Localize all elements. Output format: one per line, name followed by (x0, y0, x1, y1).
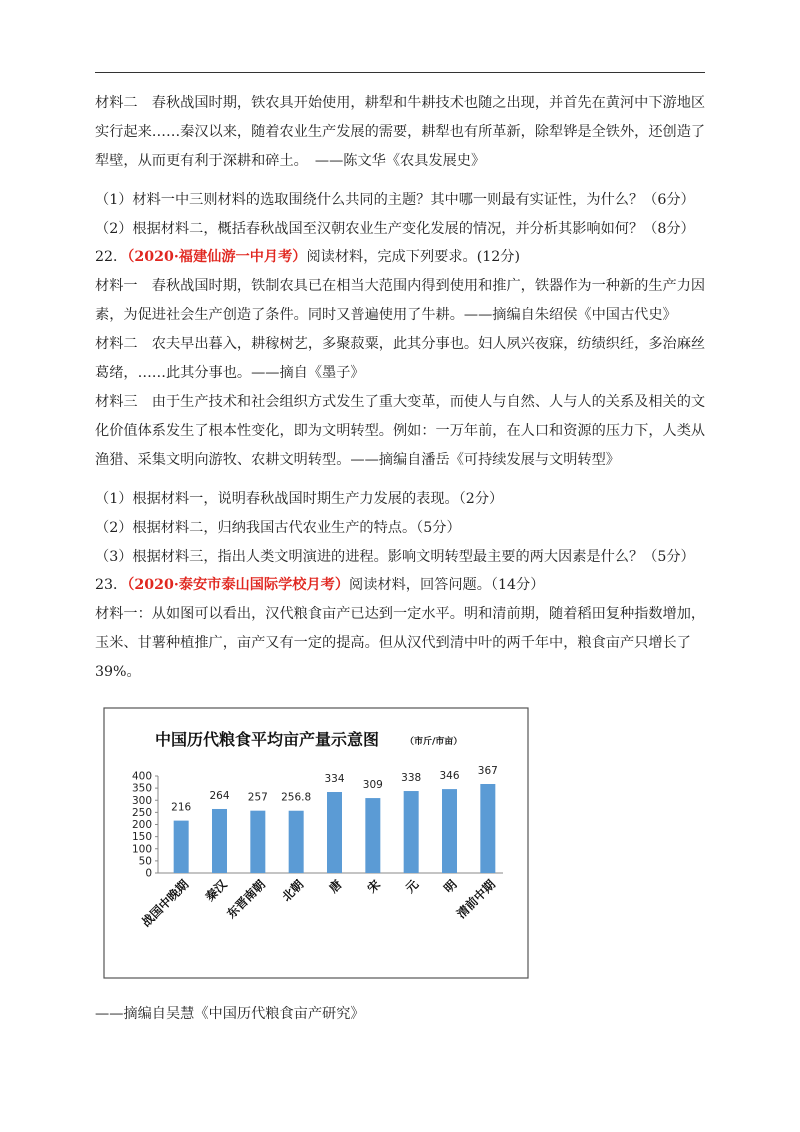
bar-value-label: 256.8 (281, 791, 312, 804)
text-line (95, 450, 620, 470)
bar (365, 798, 380, 873)
x-category-label: 唐 (326, 877, 345, 896)
text-line (95, 122, 705, 142)
line-text: 材料二 农夫早出暮入，耕稼树艺，多聚菽粟，此其分事也。妇人夙兴夜寐，纺绩织纴，多治麻丝 (95, 336, 706, 352)
text-line (95, 93, 705, 113)
text-line (95, 392, 705, 412)
text-line (95, 662, 141, 682)
line-text: 犁壁，从而更有利于深耕和碎土。 ——陈文华《农具发展史》 (95, 153, 486, 169)
text-line (95, 489, 503, 509)
x-category-label: 明 (441, 877, 460, 896)
bar (442, 789, 457, 873)
y-tick-label: 0 (145, 867, 152, 880)
line-text: 渔猎、采集文明向游牧、农耕文明转型。——摘编自潘岳《可持续发展与文明转型》 (95, 452, 620, 468)
bar (212, 809, 227, 873)
line-text: 材料一 春秋战国时期，铁制农具已在相当大范围内得到使用和推广，铁器作为一种新的生产力因 (95, 278, 706, 294)
bar-value-label: 257 (247, 791, 268, 804)
y-tick-label: 350 (131, 782, 152, 795)
x-category-label: 战国中晚期 (138, 877, 192, 930)
x-category-label: 秦汉 (202, 877, 230, 905)
chart-source: ——摘编自吴慧《中国历代粮食亩产研究》 (95, 1006, 365, 1022)
question-number: 22． (95, 249, 128, 265)
chart-title: 中国历代粮食平均亩产量示意图 (155, 730, 380, 749)
text-line (95, 247, 520, 267)
line-text: 素，为促进社会生产创造了条件。同时又普遍使用了牛耕。——摘编自朱绍侯《中国古代史》 (95, 307, 677, 323)
y-tick-label: 50 (138, 855, 152, 868)
x-category-label: 北朝 (279, 877, 307, 905)
line-text: （3）根据材料三，指出人类文明演进的进程。影响文明转型最主要的两大因素是什么？（5分） (95, 549, 695, 565)
y-tick-label: 300 (131, 794, 152, 807)
text-line (95, 604, 705, 624)
chart-figure (103, 707, 529, 979)
question-source: （2020·泰安市泰山国际学校月考） (127, 577, 350, 593)
text-line (95, 518, 461, 538)
text-line (95, 575, 544, 595)
text-line (95, 633, 691, 653)
line-text: 材料三 由于生产技术和社会组织方式发生了重大变革，而使人与自然、人与人的关系及相关的文 (95, 394, 706, 410)
y-tick-label: 200 (131, 819, 152, 831)
bar-value-label: 338 (401, 772, 422, 785)
text-line (95, 547, 695, 567)
text-line (95, 305, 677, 325)
y-tick-label: 400 (131, 770, 152, 783)
text-line (95, 334, 705, 354)
y-tick-label: 100 (131, 843, 152, 856)
line-text: 材料二 春秋战国时期，铁农具开始使用，耕犁和牛耕技术也随之出现，并首先在黄河中下游地区 (95, 95, 706, 111)
text-line (95, 276, 705, 296)
question-number: 23． (95, 577, 128, 593)
header-rule (95, 72, 705, 73)
bar-value-label: 264 (209, 789, 230, 802)
line-text: （2）根据材料二，归纳我国古代农业生产的特点。（5分） (95, 520, 461, 536)
chart-unit-note: （市斤/市亩） (405, 737, 463, 747)
y-tick-label: 250 (131, 806, 152, 819)
question-source: （2020·福建仙游一中月考） (127, 249, 307, 265)
line-text: 实行起来……秦汉以来，随着农业生产发展的需要，耕犁也有所革新，除犁铧是全铁外，还创造了 (95, 124, 706, 140)
text-line (95, 421, 705, 441)
line-text: 葛绪，……此其分事也。——摘自《墨子》 (95, 365, 365, 381)
bar-value-label: 334 (324, 773, 345, 786)
bar (480, 784, 495, 873)
y-tick-label: 150 (131, 831, 152, 844)
line-text: （1）材料一中三则材料的选取围绕什么共同的主题？其中哪一则最有实证性，为什么？（6分） (95, 192, 695, 208)
line-text: 玉米、甘薯种植推广，亩产又有一定的提高。但从汉代到清中叶的两千年中，粮食亩产只增长了 (95, 635, 691, 651)
bar (404, 791, 419, 873)
bar-value-label: 216 (171, 801, 192, 814)
x-category-label: 清前中期 (454, 877, 498, 922)
text-line (95, 190, 695, 210)
bar-value-label: 346 (439, 770, 460, 783)
bar-value-label: 367 (477, 765, 498, 778)
line-text: （1）根据材料一，说明春秋战国时期生产力发展的表现。（2分） (95, 491, 504, 507)
bar (289, 811, 304, 873)
text-line (95, 219, 695, 239)
line-text: 阅读材料，完成下列要求。(12分) (306, 249, 521, 265)
bar (250, 811, 265, 873)
text-line (95, 151, 485, 171)
line-text: 化价值体系发生了根本性变化，即为文明转型。例如：一万年前，在人口和资源的压力下，人类从 (95, 423, 706, 439)
line-text: 39%。 (95, 664, 141, 680)
bar (327, 792, 342, 873)
line-text: 阅读材料，回答问题。（14分） (349, 577, 545, 593)
bar-value-label: 309 (362, 779, 383, 792)
line-text: （2）根据材料二，概括春秋战国至汉朝农业生产变化发展的情况，并分析其影响如何？（8分） (95, 221, 695, 237)
line-text: 材料一：从如图可以看出，汉代粮食亩产已达到一定水平。明和清前期，随着稻田复种指数增加， (95, 606, 706, 622)
bar (174, 821, 189, 873)
x-category-label: 宋 (364, 877, 383, 896)
x-category-label: 元 (402, 877, 422, 896)
grain-yield-chart (103, 707, 529, 979)
x-category-label: 东晋南朝 (224, 877, 268, 922)
text-line (95, 363, 365, 383)
